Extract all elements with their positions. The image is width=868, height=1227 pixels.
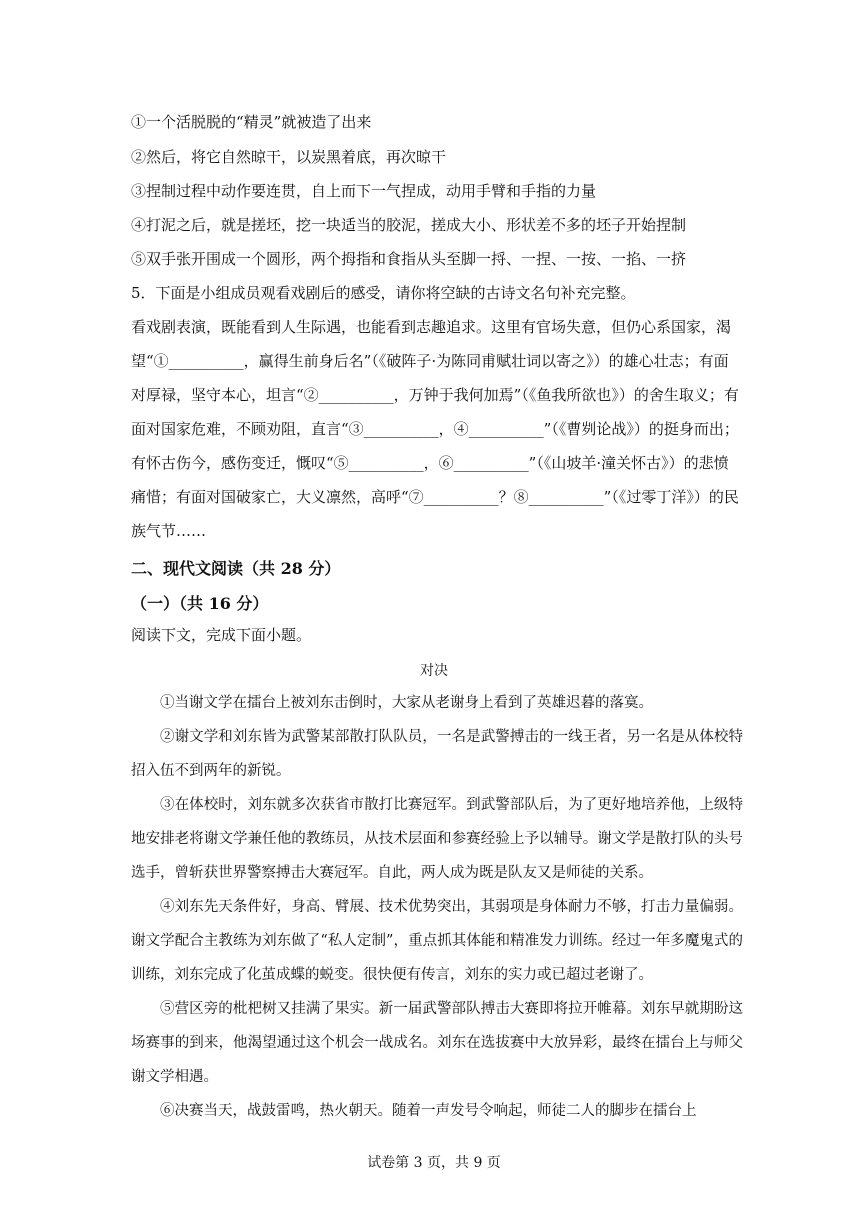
story-paragraph-1: ①当谢文学在擂台上被刘东击倒时，大家从老谢身上看到了英雄迟暮的落寞。 <box>160 695 653 711</box>
story-paragraph-2: ②谢文学和刘东皆为武警某部散打队队员，一名是武警搏击的一线王者，另一名是从体校特招入伍不到两年的新锐。 <box>131 729 743 779</box>
story-title: 对决 <box>420 663 448 679</box>
section-heading: 二、现代文阅读（共 28 分） <box>131 559 341 578</box>
page-footer: 试卷第 3 页，共 9 页 <box>367 1155 501 1171</box>
step-2: ②然后，将它自然晾干，以炭黑着底，再次晾干 <box>131 148 447 166</box>
step-4: ④打泥之后，就是搓坯，挖一块适当的胶泥，搓成大小、形状差不多的坯子开始捏制 <box>131 216 687 234</box>
story-paragraph-5: ⑤营区旁的枇杷树又挂满了果实。新一届武警部队搏击大赛即将拉开帷幕。刘东早就期盼这场赛事的到来，他渴望通过这个机会一战成名。刘东在选拔赛中大放异彩，最终在擂台上与师父谢文学相遇。 <box>131 1001 743 1085</box>
part-heading: （一）（共 16 分） <box>131 594 269 613</box>
story-paragraph-3: ③在体校时，刘东就多次获省市散打比赛冠军。到武警部队后，为了更好地培养他，上级特地安排老将谢文学兼任他的教练员，从技术层面和参赛经验上予以辅导。谢文学是散打队的头号选手，曾斩获世界警察搏击大赛冠军。自此，两人成为既是队友又是师徒的关系。 <box>131 797 743 881</box>
step-1: ①一个活脱脱的“精灵”就被造了出来 <box>131 113 372 131</box>
question-5-passage: 看戏剧表演，既能看到人生际遇，也能看到志趣追求。这里有官场失意，但仍心系国家，渴望“①__________，赢得生前身后名”（《破阵子·为陈同甫赋壮词以寄之》）的雄心壮志；有面对厚禄，坚守本心，坦言“②__________，万钟于我何加焉”（《鱼我所欲也》）的舍生取义；有面对国家危难，不顾劝阻，直言“③__________，④__________”（《曹刿论战》）的挺身而出；有怀古伤今，感伤变迁，慨叹“⑤__________，⑥__________”（《山坡羊·潼关怀古》）的悲愤痛惜；有面对国破家亡，大义凛然，高呼“⑦__________？⑧__________”（《过零丁洋》）的民族气节…… <box>131 318 739 540</box>
story-paragraph-6: ⑥决赛当天，战鼓雷鸣，热火朝天。随着一声发号令响起，师徒二人的脚步在擂台上 <box>160 1103 697 1119</box>
story-paragraph-4: ④刘东先天条件好，身高、臂展、技术优势突出，其弱项是身体耐力不够，打击力量偏弱。谢文学配合主教练为刘东做了“私人定制”，重点抓其体能和精准发力训练。经过一年多魔鬼式的训练，刘东完成了化茧成蝶的蜕变。很快便有传言，刘东的实力或已超过老谢了。 <box>131 899 743 983</box>
question-5-prompt: 5．下面是小组成员观看戏剧后的感受，请你将空缺的古诗文名句补充完整。 <box>131 284 636 302</box>
step-5: ⑤双手张开围成一个圆形，两个拇指和食指从头至脚一捋、一捏、一按、一掐、一挤 <box>131 250 687 268</box>
reading-instruction: 阅读下文，完成下面小题。 <box>131 626 312 644</box>
step-3: ③捏制过程中动作要连贯，自上而下一气捏成，动用手臂和手指的力量 <box>131 182 597 200</box>
